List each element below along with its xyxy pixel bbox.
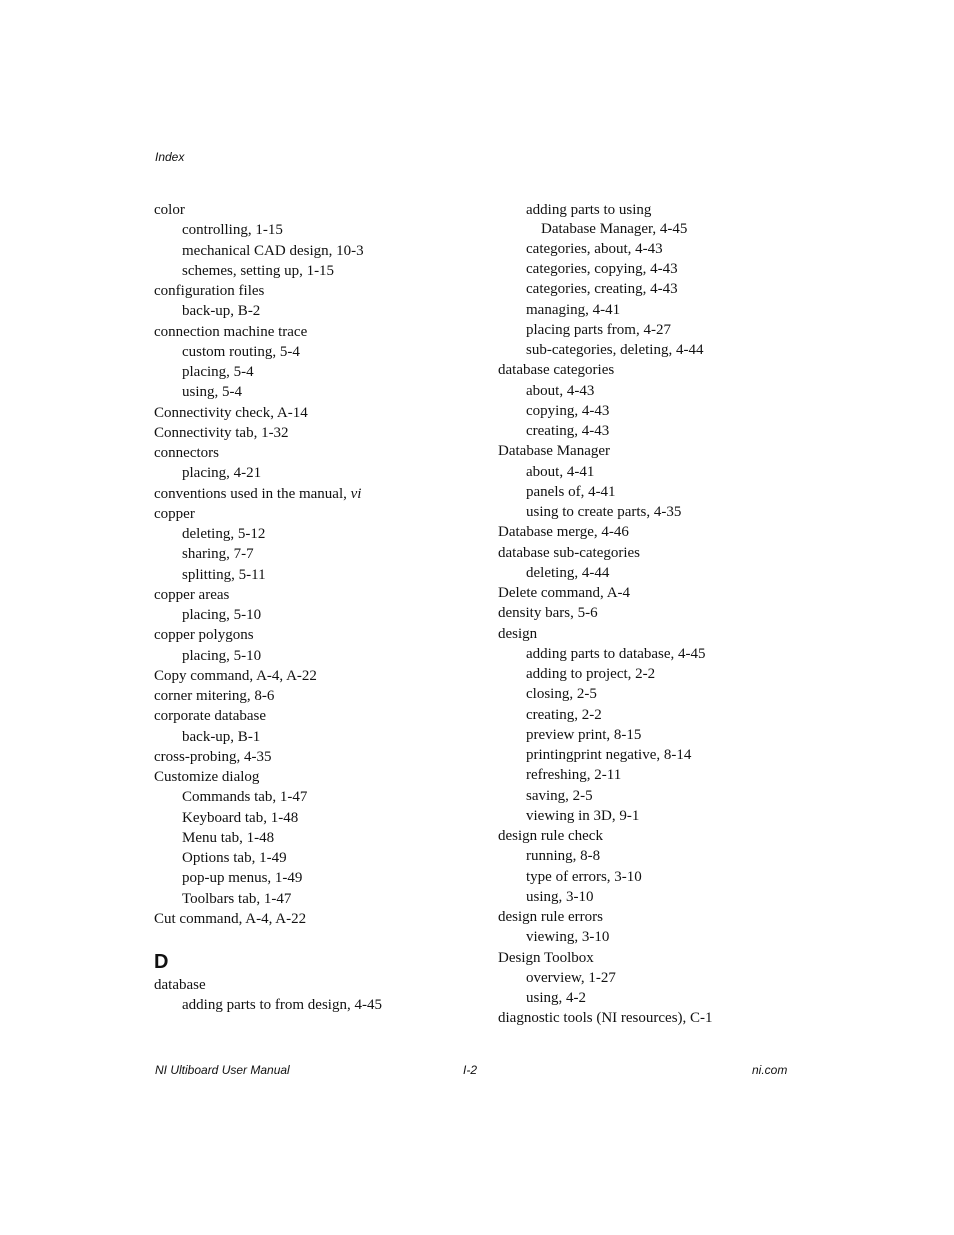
index-entry-text: creating, 2-2 xyxy=(526,706,602,723)
index-subentry xyxy=(498,726,818,746)
index-subentry xyxy=(154,383,484,403)
index-subentry xyxy=(154,242,484,262)
index-entry-text: connection machine trace xyxy=(154,323,308,340)
index-entry-text: back-up, B-2 xyxy=(182,303,261,320)
index-main-entry xyxy=(498,827,818,847)
index-subentry xyxy=(498,665,818,685)
index-entry-text: Connectivity tab, 1-32 xyxy=(154,424,289,441)
index-entry-text: Customize dialog xyxy=(154,769,260,785)
index-entry-text: connectors xyxy=(154,445,219,461)
index-subentry xyxy=(154,647,484,667)
index-main-entry xyxy=(154,586,484,606)
index-subentry xyxy=(498,989,818,1009)
index-entry-text: about, 4-43 xyxy=(526,382,595,399)
index-entry-text: using, 5-4 xyxy=(182,384,242,401)
index-entry-text: overview, 1-27 xyxy=(526,969,616,986)
index-subentry xyxy=(154,890,484,910)
index-subentry xyxy=(498,928,818,948)
index-subentry xyxy=(154,464,484,484)
index-entry-text: configuration files xyxy=(154,283,265,299)
index-main-entry xyxy=(154,910,484,930)
index-main-entry xyxy=(498,625,818,645)
index-entry-text: sub-categories, deleting, 4-44 xyxy=(526,342,704,358)
index-main-entry xyxy=(154,201,484,221)
index-entry-text: Copy command, A-4, A-22 xyxy=(154,667,317,684)
index-subentry xyxy=(154,728,484,748)
index-subentry xyxy=(498,847,818,867)
index-subentry xyxy=(154,525,484,545)
index-entry-text: type of errors, 3-10 xyxy=(526,868,642,885)
index-entry-text: viewing, 3-10 xyxy=(526,929,610,946)
index-entry-text: design rule check xyxy=(498,828,603,844)
index-subentry xyxy=(498,564,818,584)
index-subentry xyxy=(498,787,818,807)
index-main-entry xyxy=(154,485,484,505)
index-entry-text: adding parts to database, 4-45 xyxy=(526,645,706,662)
index-entry-page-ref: vi xyxy=(350,485,362,502)
index-entry-text: printingprint negative, 8-14 xyxy=(526,747,692,763)
index-subentry xyxy=(154,849,484,869)
index-entry-text: Database Manager, 4-45 xyxy=(541,220,688,237)
index-entry-text: using to create parts, 4-35 xyxy=(526,504,682,520)
index-column-left xyxy=(154,201,484,1017)
index-entry-text: preview print, 8-15 xyxy=(526,726,642,743)
index-entry-text: density bars, 5-6 xyxy=(498,605,598,622)
index-entry-text: saving, 2-5 xyxy=(526,787,593,804)
index-subentry xyxy=(498,463,818,483)
index-entry-text: Menu tab, 1-48 xyxy=(182,829,275,846)
index-entry-text: placing parts from, 4-27 xyxy=(526,321,671,338)
index-entry-text: placing, 5-10 xyxy=(182,607,262,623)
index-entry-text: placing, 5-4 xyxy=(182,364,254,380)
index-entry-text: database xyxy=(154,977,206,993)
index-column-right xyxy=(498,201,818,1030)
index-main-entry xyxy=(154,404,484,424)
index-subentry xyxy=(498,766,818,786)
index-subentry xyxy=(154,262,484,282)
index-subentry xyxy=(154,869,484,889)
index-subentry xyxy=(498,260,818,280)
index-main-entry xyxy=(154,748,484,768)
index-main-entry xyxy=(154,323,484,343)
index-subentry xyxy=(154,809,484,829)
index-main-entry xyxy=(154,626,484,646)
index-entry-text: Commands tab, 1-47 xyxy=(182,789,308,806)
index-entry-text: Database Manager xyxy=(498,443,611,460)
index-subentry xyxy=(498,685,818,705)
index-entry-text: Cut command, A-4, A-22 xyxy=(154,910,307,927)
index-main-entry xyxy=(154,768,484,788)
index-entry-text: categories, copying, 4-43 xyxy=(526,261,678,277)
index-entry-text: mechanical CAD design, 10-3 xyxy=(182,242,364,259)
index-subentry xyxy=(498,240,818,260)
index-main-entry xyxy=(498,908,818,928)
index-main-entry xyxy=(154,667,484,687)
index-entry-text: refreshing, 2-11 xyxy=(526,767,622,784)
index-entry-text: color xyxy=(154,202,185,218)
index-entry-text: viewing in 3D, 9-1 xyxy=(526,807,640,824)
index-main-entry xyxy=(498,604,818,624)
index-entry-text: Connectivity check, A-14 xyxy=(154,404,308,421)
footer-page-number: I-2 xyxy=(463,1063,478,1077)
index-entry-text: database sub-categories xyxy=(498,544,641,561)
index-subentry xyxy=(498,382,818,402)
index-subentry xyxy=(498,807,818,827)
index-entry-text: corporate database xyxy=(154,708,267,725)
index-subentry xyxy=(498,301,818,321)
index-main-entry xyxy=(154,444,484,464)
index-entry-text: adding parts to from design, 4-45 xyxy=(182,997,382,1014)
index-entry-text: copper xyxy=(154,505,195,522)
index-entry-text: copper polygons xyxy=(154,627,254,644)
index-subentry xyxy=(154,302,484,322)
index-subentry xyxy=(498,201,818,220)
index-entry-text: categories, about, 4-43 xyxy=(526,240,663,257)
index-subentry xyxy=(498,503,818,523)
index-subentry xyxy=(498,220,818,240)
index-subentry xyxy=(498,341,818,361)
index-subentry xyxy=(154,343,484,363)
index-subentry xyxy=(154,996,484,1016)
index-subentry xyxy=(154,221,484,241)
index-subentry xyxy=(498,969,818,989)
index-subentry xyxy=(498,321,818,341)
index-entry-text: Toolbars tab, 1-47 xyxy=(182,890,292,907)
index-entry-text: about, 4-41 xyxy=(526,463,595,480)
index-main-entry xyxy=(154,282,484,302)
index-main-entry xyxy=(154,707,484,727)
index-entry-text: managing, 4-41 xyxy=(526,301,621,318)
index-entry-text: Options tab, 1-49 xyxy=(182,850,287,866)
index-section-letter: D xyxy=(154,951,169,973)
index-subentry xyxy=(498,483,818,503)
index-entry-text: Delete command, A-4 xyxy=(498,585,631,601)
index-subentry xyxy=(154,829,484,849)
index-main-entry xyxy=(498,442,818,462)
index-subentry xyxy=(498,280,818,300)
index-entry-text: database categories xyxy=(498,362,615,379)
index-subentry xyxy=(154,363,484,383)
index-entry-text: cross-probing, 4-35 xyxy=(154,748,272,765)
index-entry-text: back-up, B-1 xyxy=(182,728,261,745)
index-entry-text: design xyxy=(498,625,538,642)
index-subentry xyxy=(498,868,818,888)
index-main-entry xyxy=(154,687,484,707)
index-entry-text: schemes, setting up, 1-15 xyxy=(182,262,335,279)
index-entry-text: Design Toolbox xyxy=(498,949,594,966)
running-head: Index xyxy=(155,150,185,164)
index-entry-text: conventions used in the manual, xyxy=(154,485,351,502)
index-subentry xyxy=(498,888,818,908)
index-entry-text: placing, 4-21 xyxy=(182,465,262,482)
index-entry-text: running, 8-8 xyxy=(526,848,601,865)
index-entry-text: design rule errors xyxy=(498,909,603,925)
footer-manual-title: NI Ultiboard User Manual xyxy=(155,1063,290,1077)
index-entry-text: deleting, 5-12 xyxy=(182,526,266,542)
index-entry-text: closing, 2-5 xyxy=(526,686,597,703)
index-entry-text: adding to project, 2-2 xyxy=(526,666,656,682)
index-main-entry xyxy=(498,949,818,969)
index-entry-text: pop-up menus, 1-49 xyxy=(182,870,303,887)
index-subentry xyxy=(498,706,818,726)
index-subentry xyxy=(498,402,818,422)
index-subentry xyxy=(154,788,484,808)
index-subentry xyxy=(498,645,818,665)
index-subentry xyxy=(154,545,484,565)
index-subentry xyxy=(154,566,484,586)
index-main-entry xyxy=(154,424,484,444)
index-entry-text: diagnostic tools (NI resources), C-1 xyxy=(498,1010,713,1027)
index-entry-text: custom routing, 5-4 xyxy=(182,343,300,360)
footer-website: ni.com xyxy=(752,1063,788,1077)
index-main-entry xyxy=(154,976,484,996)
index-main-entry xyxy=(498,361,818,381)
index-entry-text: copying, 4-43 xyxy=(526,402,610,419)
index-entry-text: copper areas xyxy=(154,586,230,603)
index-entry-text: using, 4-2 xyxy=(526,990,586,1006)
index-entry-text: panels of, 4-41 xyxy=(526,483,616,500)
index-main-entry xyxy=(498,523,818,543)
index-entry-text: sharing, 7-7 xyxy=(182,546,254,563)
index-entry-text: deleting, 4-44 xyxy=(526,564,610,581)
index-entry-text: corner mitering, 8-6 xyxy=(154,688,275,704)
index-entry-text: categories, creating, 4-43 xyxy=(526,281,678,298)
index-entry-text: splitting, 5-11 xyxy=(182,566,266,583)
index-entry-text: Database merge, 4-46 xyxy=(498,524,629,541)
index-main-entry xyxy=(154,505,484,525)
index-entry-text: using, 3-10 xyxy=(526,888,594,905)
index-subentry xyxy=(498,746,818,766)
index-entry-text: Keyboard tab, 1-48 xyxy=(182,809,299,826)
index-subentry xyxy=(154,606,484,626)
index-main-entry xyxy=(498,1009,818,1029)
index-entry-text: creating, 4-43 xyxy=(526,423,610,439)
index-entry-text: controlling, 1-15 xyxy=(182,222,283,239)
index-subentry xyxy=(498,422,818,442)
index-entry-text: placing, 5-10 xyxy=(182,647,262,664)
index-main-entry xyxy=(498,544,818,564)
index-main-entry xyxy=(498,584,818,604)
index-entry-text: adding parts to using xyxy=(526,202,652,218)
